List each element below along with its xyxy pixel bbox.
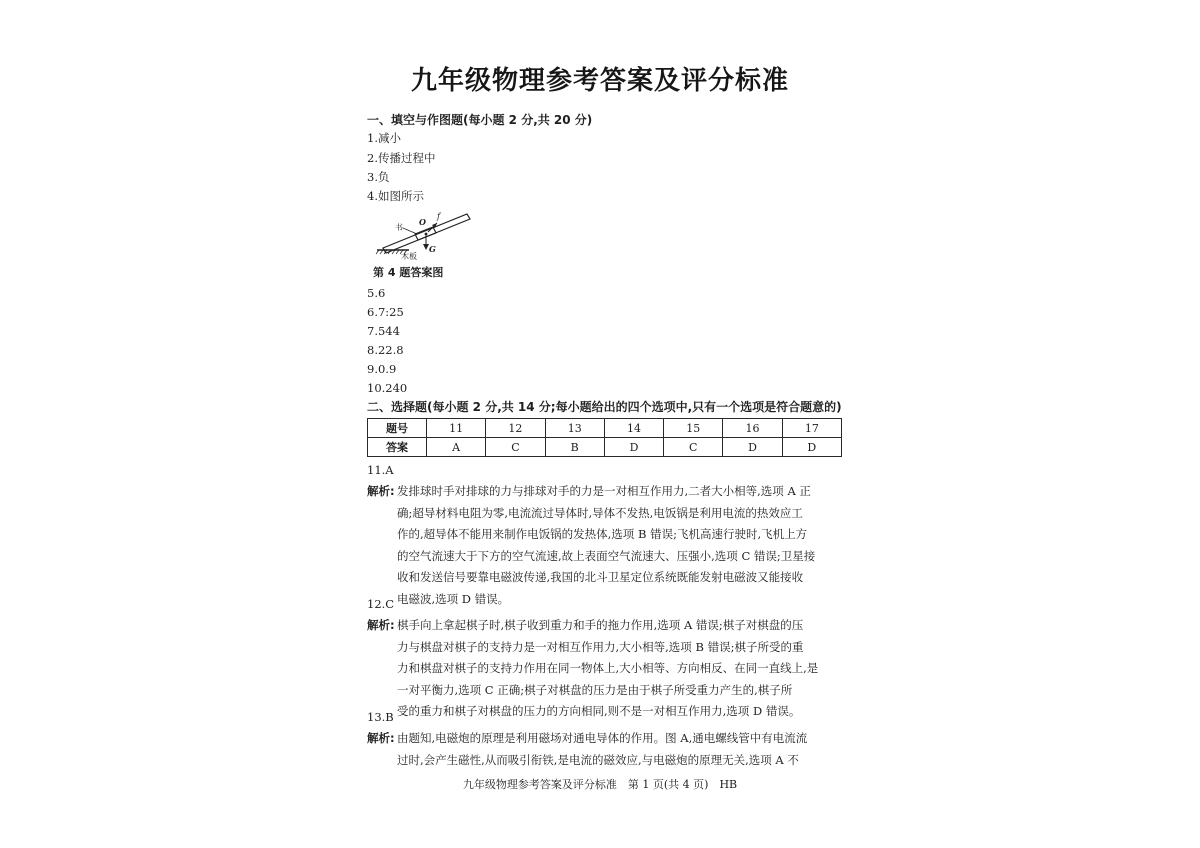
answer-table [367,418,842,457]
answer-cell: A [427,438,486,457]
question-number: 12 [486,419,545,438]
answer-cell: D [782,438,841,457]
question-number: 14 [604,419,663,438]
explanation-line: 电磁波,选项 D 错误。 [397,591,510,606]
table-row [368,419,842,438]
explanation-label: 解析: [367,731,395,745]
answer-item: 9.0.9 [367,362,397,376]
explanation-line: 棋手向上拿起棋子时,棋子收到重力和手的拖力作用,选项 A 错误;棋子对棋盘的压 [397,618,804,632]
page-footer: 九年级物理参考答案及评分标准 第 1 页(共 4 页) HB [462,778,738,791]
answer-item: 4.如图所示 [367,189,424,203]
answer-item: 8.22.8 [367,343,404,357]
question-number: 11.A [367,463,394,477]
answer-cell: D [723,438,782,457]
explanation-block [367,728,843,771]
label-board: 木板 [401,252,417,260]
explanation-line: 过时,会产生磁性,从而吸引衔铁,是电流的磁效应,与电磁炮的原理无关,选项 A 不 [397,752,799,767]
explanation-line: 的空气流速大于下方的空气流速,故上表面空气流速大、压强小,选项 C 错误;卫星接 [397,548,816,563]
section1-heading: 一、填空与作图题(每小题 2 分,共 20 分) [367,113,593,127]
explanation-line: 发排球时手对排球的力与排球对手的力是一对相互作用力,二者大小相等,选项 A 正 [397,484,811,498]
answer-item: 3.负 [367,170,390,184]
explanation-line: 力和棋盘对棋子的支持力作用在同一物体上,大小相等、方向相反、在同一直线上,是 [397,661,819,675]
explanation-line: 作的,超导体不能用来制作电饭锅的发热体,选项 B 错误;飞机高速行驶时,飞机上方 [397,527,808,541]
row-header-number: 题号 [368,419,427,438]
answer-cell: B [545,438,604,457]
explanation-line: 收和发送信号要靠电磁波传递,我国的北斗卫星定位系统既能发射电磁波又能接收 [397,570,804,584]
explanation-label: 解析: [367,618,395,632]
explanation-line: 受的重力和棋子对棋盘的压力的方向相同,则不是一对相互作用力,选项 D 错误。 [397,704,801,718]
explanation-block [367,615,843,723]
incline-force-diagram [375,208,475,260]
row-header-answer: 答案 [368,438,427,457]
question-number: 13 [545,419,604,438]
question-number: 12.C [367,597,395,611]
figure-caption: 第 4 题答案图 [373,266,444,279]
answer-item: 6.7:25 [367,305,404,319]
question-number: 17 [782,419,841,438]
question-number: 15 [664,419,723,438]
explanation-label: 解析: [367,484,395,498]
answer-item: 7.544 [367,324,400,338]
explanation-line: 力与棋盘对棋子的支持力是一对相互作用力,大小相等,选项 B 错误;棋子所受的重 [397,639,804,654]
label-G: G [429,244,436,254]
answer-item: 5.6 [367,286,386,300]
section2-heading: 二、选择题(每小题 2 分,共 14 分;每小题给出的四个选项中,只有一个选项是符合题意的) [367,400,842,414]
answer-item: 10.240 [367,381,408,395]
answer-cell: C [664,438,723,457]
question-number: 16 [723,419,782,438]
label-O: O [419,217,426,227]
label-book: 书 [395,223,403,232]
explanation-line: 由题知,电磁炮的原理是利用磁场对通电导体的作用。图 A,通电螺线管中有电流流 [397,731,808,745]
answer-cell: C [486,438,545,457]
question-number: 13.B [367,710,394,724]
explanation-block [367,481,843,610]
label-f: f [437,212,440,221]
explanation-line: 确;超导材料电阻为零,电流流过导体时,导体不发热,电饭锅是利用电流的热效应工 [397,505,803,520]
answer-item: 2.传播过程中 [367,151,436,165]
explanation-line: 一对平衡力,选项 C 正确;棋子对棋盘的压力是由于棋子所受重力产生的,棋子所 [397,682,793,697]
document-title: 九年级物理参考答案及评分标准 [410,66,789,96]
table-row [368,438,842,457]
answer-item: 1.减小 [367,131,401,145]
question-number: 11 [427,419,486,438]
answer-cell: D [604,438,663,457]
